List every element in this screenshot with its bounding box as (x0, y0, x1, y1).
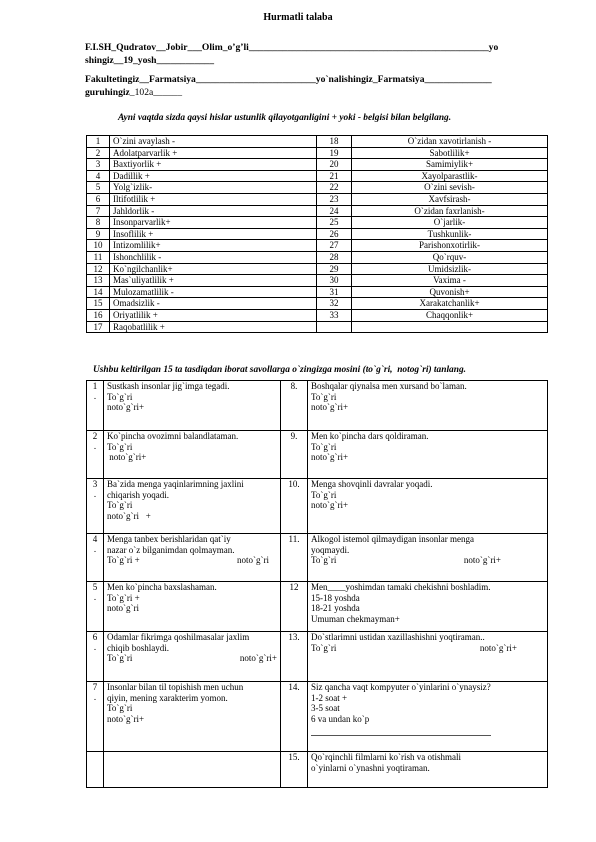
trait-row (87, 275, 548, 287)
question-text: Men____yoshimdan tamaki chekishni boshladim. (311, 582, 491, 592)
question-number: 2 . (87, 431, 104, 479)
option[interactable]: 3-5 soat (311, 703, 340, 713)
trait-number: 25 (317, 217, 352, 229)
trait-label[interactable]: Baxtiyorlik + (110, 159, 317, 171)
answer-true[interactable]: To`g`ri (107, 653, 133, 663)
question-text: Men ko`pincha baxslashaman. (107, 582, 217, 592)
trait-label[interactable]: Raqobatlilik + (110, 321, 317, 333)
trait-number: 9 (87, 228, 110, 240)
question-text: yoqmaydi. (311, 544, 350, 555)
trait-row (87, 263, 548, 275)
question-row (87, 431, 548, 479)
trait-label[interactable]: Yolg`izlik- (110, 182, 317, 194)
answer-true[interactable]: To`g`ri (311, 642, 337, 653)
trait-row (87, 286, 548, 298)
answer-false[interactable]: noto`g`ri (107, 603, 139, 613)
age-line: shingiz__19_yosh____________ (85, 55, 215, 66)
trait-number: 24 (317, 205, 352, 217)
trait-number: 4 (87, 170, 110, 182)
question-text: Boshqalar qiynalsa men xursand bo`laman. (311, 381, 467, 391)
question-text: Men ko`pincha dars qoldiraman. (311, 431, 429, 441)
trait-number: 22 (317, 182, 352, 194)
question-text: Ba`zida menga yaqinlarimning jaxlini (107, 479, 244, 489)
question-text: Siz qancha vaqt kompyuter o`yinlarini o`ynaysiz? (311, 682, 491, 692)
answer-true[interactable]: To`g`ri (107, 703, 133, 713)
option[interactable]: 6 va undan ko`p (311, 713, 370, 724)
trait-label[interactable]: Quvonish+ (352, 286, 548, 298)
trait-label[interactable]: Dadillik + (110, 170, 317, 182)
trait-number: 31 (317, 286, 352, 298)
trait-number: 30 (317, 275, 352, 287)
question-text: Sustkash insonlar jig`imga tegadi. (107, 381, 230, 391)
question-cell (308, 534, 548, 582)
question-cell (104, 582, 281, 632)
trait-number: 28 (317, 251, 352, 263)
question-cell (308, 682, 548, 752)
trait-row (87, 240, 548, 252)
question-number: 9. (281, 431, 308, 479)
question-text: Ko`pincha ovozimni balandlataman. (107, 431, 239, 441)
trait-label[interactable]: O`jarlik- (352, 217, 548, 229)
question-cell (308, 431, 548, 479)
question-text: Menga shovqinli davralar yoqadi. (311, 479, 433, 489)
trait-label[interactable]: Xarakatchanlik+ (352, 298, 548, 310)
instruction-traits: Ayni vaqtda sizda qaysi hislar ustunlik qilayotganligini + yoki - belgisi bilan belgilang. (118, 113, 452, 123)
trait-number: 16 (87, 309, 110, 321)
answer-true[interactable]: To`g`ri (311, 555, 337, 565)
answer-true[interactable]: To`g`ri (107, 500, 133, 510)
trait-row (87, 298, 548, 310)
answer-false[interactable]: noto`g`ri+ (239, 653, 277, 663)
trait-label[interactable]: Jahldorlik - (110, 205, 317, 217)
question-number: 14. (281, 682, 308, 752)
option[interactable]: 1-2 soat + (311, 692, 348, 703)
answer-true[interactable]: To`g`ri + (107, 592, 140, 603)
trait-label[interactable]: Xayolparastlik- (352, 170, 548, 182)
trait-number: 13 (87, 275, 110, 287)
question-cell (104, 381, 281, 431)
trait-number: 29 (317, 263, 352, 275)
question-cell (104, 479, 281, 534)
trait-label[interactable] (352, 321, 548, 333)
trait-label[interactable]: Omadsizlik - (110, 298, 317, 310)
trait-label[interactable]: O`zini avaylash - (110, 136, 317, 148)
question-number: 11. (281, 534, 308, 582)
trait-row (87, 136, 548, 148)
question-number: 4 . (87, 534, 104, 582)
question-cell (308, 381, 548, 431)
question-cell (104, 431, 281, 479)
question-number: 13. (281, 632, 308, 682)
trait-row (87, 205, 548, 217)
question-row (87, 632, 548, 682)
trait-label[interactable]: Xavfsirash- (352, 193, 548, 205)
answer-false[interactable]: noto`g`ri+ (463, 555, 501, 565)
question-cell (104, 632, 281, 682)
trait-number: 26 (317, 228, 352, 240)
trait-number: 19 (317, 147, 352, 159)
question-cell (104, 534, 281, 582)
trait-number: 21 (317, 170, 352, 182)
question-cell (308, 632, 548, 682)
trait-label[interactable]: O`zini sevish- (352, 182, 548, 194)
trait-label[interactable]: Intizomlilik+ (110, 240, 317, 252)
question-number: 1 . (87, 381, 104, 431)
trait-number: 5 (87, 182, 110, 194)
trait-label[interactable]: Ishonchlilik - (110, 251, 317, 263)
question-row (87, 752, 548, 788)
trait-label[interactable]: Umidsizlik- (352, 263, 548, 275)
trait-number: 20 (317, 159, 352, 171)
trait-number: 32 (317, 298, 352, 310)
trait-number: 6 (87, 193, 110, 205)
trait-row (87, 193, 548, 205)
trait-row (87, 159, 548, 171)
name-line: F.I.SH_Qudratov__Jobir___Olim_o’g’li__________________________________________________yo (85, 42, 499, 53)
trait-number: 7 (87, 205, 110, 217)
trait-label[interactable]: O`zidan xavotirlanish - (352, 136, 548, 148)
option[interactable]: 15-18 yoshda (311, 592, 360, 603)
trait-number: 10 (87, 240, 110, 252)
question-text: Alkogol istemol qilmaydigan insonlar menga (311, 534, 474, 544)
trait-number (317, 321, 352, 333)
question-text: qiyin, mening xarakterim yomon. (107, 692, 228, 703)
trait-number: 14 (87, 286, 110, 298)
traits-table (86, 135, 548, 333)
trait-row (87, 147, 548, 159)
answer-false[interactable]: noto`g`ri+ (311, 402, 349, 412)
question-text: nazar o`z bilganimdan qolmayman. (107, 544, 235, 555)
answer-true[interactable]: To`g`ri (311, 391, 337, 402)
question-row (87, 381, 548, 431)
option[interactable]: 18-21 yoshda (311, 603, 360, 613)
trait-row (87, 217, 548, 229)
question-text: chiqib boshlaydi. (107, 642, 169, 653)
trait-label[interactable]: Qo`rquv- (352, 251, 548, 263)
empty-cell (104, 752, 281, 788)
answer-false[interactable]: noto`g`ri+ (107, 402, 145, 412)
answer-false[interactable]: noto`g`ri+ (107, 452, 147, 462)
question-number: 15. (281, 752, 308, 788)
trait-label[interactable]: Samimiylik+ (352, 159, 548, 171)
question-number: 12 (281, 582, 308, 632)
answer-true[interactable]: To`g`ri + (107, 555, 140, 565)
question-row (87, 682, 548, 752)
answer-true[interactable]: To`g`ri (311, 441, 337, 452)
faculty-line: Fakultetingiz__Farmatsiya_________________________yo`nalishingiz_Farmatsiya______________ (85, 74, 492, 85)
trait-number: 33 (317, 309, 352, 321)
trait-label[interactable]: Chaqqonlik+ (352, 309, 548, 321)
question-number: 7 . (87, 682, 104, 752)
group-line (85, 87, 182, 98)
trait-number: 27 (317, 240, 352, 252)
question-text: Odamlar fikrimga qoshilmasalar jaxlim (107, 632, 250, 642)
question-text: o`yinlarni o`ynashni yoqtiraman. (311, 762, 430, 773)
answer-false[interactable]: noto`g`ri+ (311, 500, 349, 510)
question-text: chiqarish yoqadi. (107, 489, 169, 500)
trait-label[interactable]: Mulozamatlilik - (110, 286, 317, 298)
trait-row (87, 321, 548, 333)
question-text: Menga tanbex berishlaridan qat`iy (107, 534, 231, 544)
question-cell (104, 682, 281, 752)
trait-label[interactable]: Vaxima - (352, 275, 548, 287)
answer-false[interactable]: noto`g`ri+ (479, 642, 517, 653)
instruction-questions: Ushbu keltirilgan 15 ta tasdiqdan iborat savollarga o`zingizga mosini (to`g`ri, notog`ri) tanlang. (93, 365, 466, 375)
question-number: 6 . (87, 632, 104, 682)
page-title: Hurmatli talaba (263, 12, 333, 23)
questions-table (86, 380, 548, 788)
group-value: _102a______ (129, 87, 183, 98)
trait-number: 3 (87, 159, 110, 171)
trait-number: 18 (317, 136, 352, 148)
trait-number: 2 (87, 147, 110, 159)
trait-number: 8 (87, 217, 110, 229)
trait-number: 23 (317, 193, 352, 205)
trait-label[interactable]: Tushkunlik- (352, 228, 548, 240)
answer-false[interactable]: noto`g`ri + (107, 510, 151, 521)
question-number: 5 . (87, 582, 104, 632)
trait-row (87, 170, 548, 182)
trait-label[interactable]: O`zidan faxrlanish- (352, 205, 548, 217)
trait-label[interactable]: Ko`ngilchanlik+ (110, 263, 317, 275)
question-cell (308, 752, 548, 788)
empty-cell (87, 752, 104, 788)
answer-false[interactable]: noto`g`ri+ (107, 713, 145, 724)
trait-row (87, 182, 548, 194)
question-text: Insonlar bilan til topishish men uchun (107, 682, 244, 692)
trait-number: 1 (87, 136, 110, 148)
option[interactable]: Umuman chekmayman+ (311, 613, 400, 624)
question-row (87, 479, 548, 534)
trait-number: 11 (87, 251, 110, 263)
trait-row (87, 309, 548, 321)
question-number: 3 . (87, 479, 104, 534)
trait-row (87, 228, 548, 240)
question-text: Do`stlarimni ustidan xazillashishni yoqtiraman.. (311, 632, 485, 642)
trait-label[interactable]: Oriyatlilik + (110, 309, 317, 321)
trait-label[interactable]: Insoflilik + (110, 228, 317, 240)
answer-false[interactable]: noto`g`ri (237, 555, 269, 565)
trait-label[interactable]: Adolatparvarlik + (110, 147, 317, 159)
answer-false[interactable]: noto`g`ri+ (311, 452, 349, 462)
question-text: Qo`rqinchli filmlarni ko`rish va otishmali (311, 752, 461, 762)
answer-true[interactable]: To`g`ri (311, 489, 337, 500)
question-number: 10. (281, 479, 308, 534)
question-row (87, 582, 548, 632)
trait-label[interactable]: Insonparvarlik+ (110, 217, 317, 229)
trait-number: 17 (87, 321, 110, 333)
trait-row (87, 251, 548, 263)
trait-label[interactable]: Mas`uliyatlilik + (110, 275, 317, 287)
question-row (87, 534, 548, 582)
answer-true[interactable]: To`g`ri (107, 391, 133, 402)
question-cell (308, 479, 548, 534)
trait-label[interactable]: Parishonxotirlik- (352, 240, 548, 252)
answer-true[interactable]: To`g`ri (107, 441, 133, 452)
trait-number: 12 (87, 263, 110, 275)
group-label: guruhingiz (85, 87, 130, 98)
answer-blank-line[interactable] (311, 726, 491, 736)
trait-label[interactable]: Sabotlilik+ (352, 147, 548, 159)
trait-number: 15 (87, 298, 110, 310)
question-number: 8. (281, 381, 308, 431)
trait-label[interactable]: Iltifotlilik + (110, 193, 317, 205)
question-cell (308, 582, 548, 632)
